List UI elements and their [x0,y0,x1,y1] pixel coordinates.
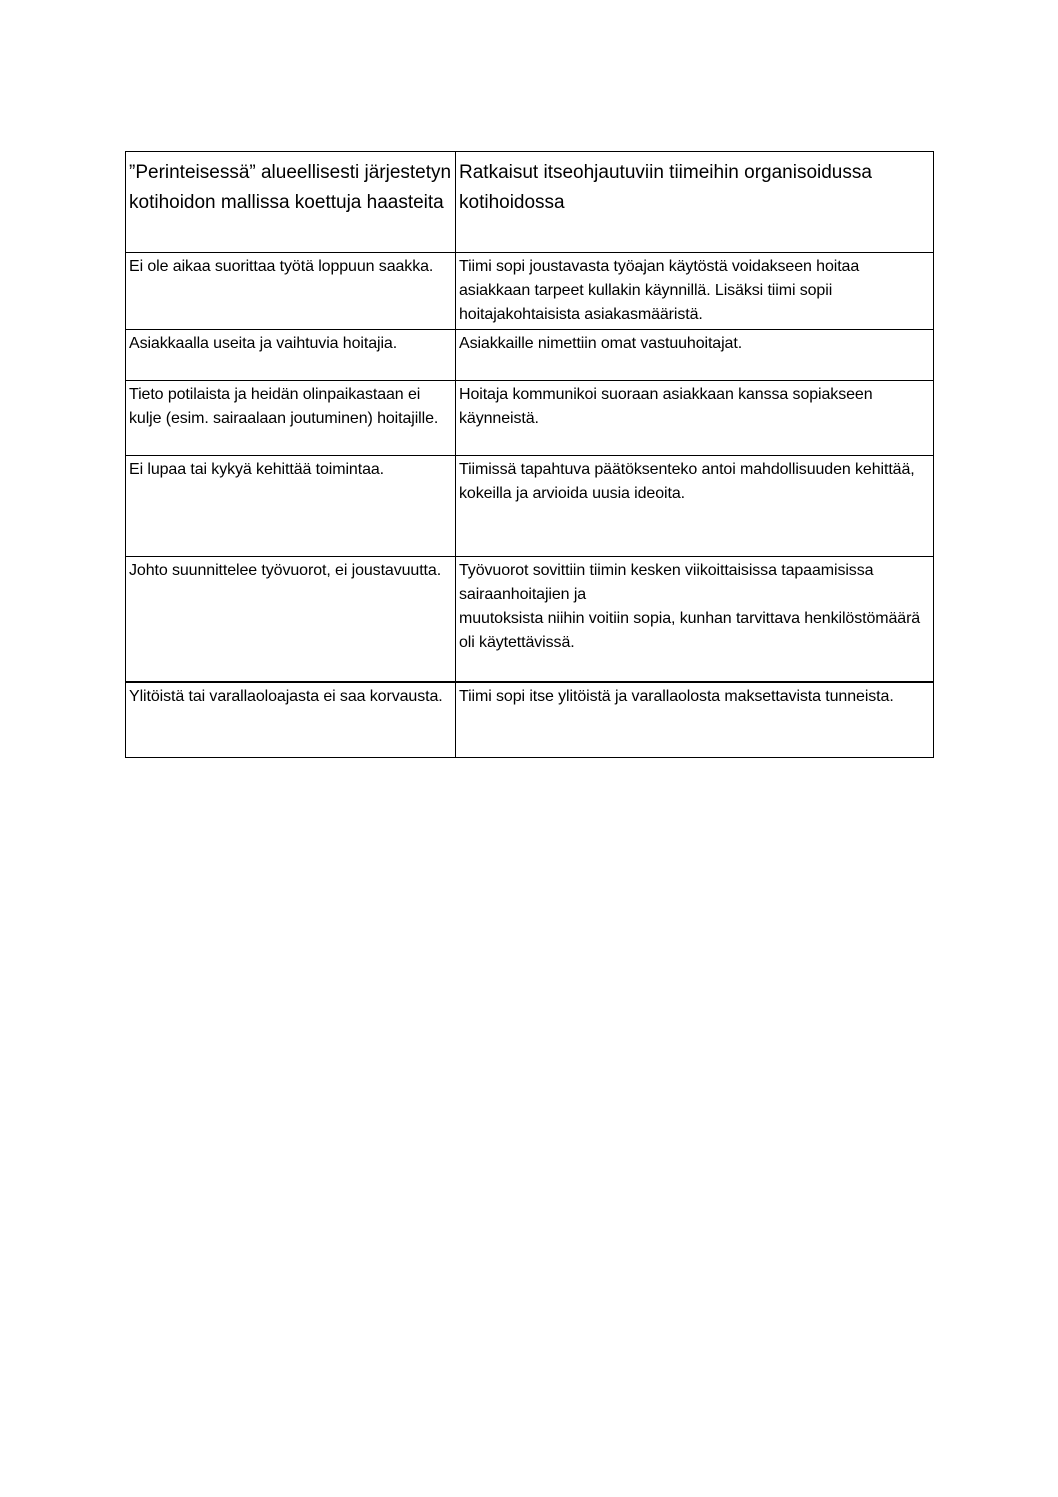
table-header-row [126,152,934,253]
table-row [126,381,934,456]
challenge-cell: Asiakkaalla useita ja vaihtuvia hoitajia. [126,330,456,381]
solution-cell: Hoitaja kommunikoi suoraan asiakkaan kanssa sopiakseen käynneistä. [456,381,934,456]
challenge-cell: Ei ole aikaa suorittaa työtä loppuun saakka. [126,253,456,330]
challenge-cell: Johto suunnittelee työvuorot, ei joustavuutta. [126,557,456,683]
solution-cell: Asiakkaille nimettiin omat vastuuhoitajat. [456,330,934,381]
solution-cell: Tiimi sopi itse ylitöistä ja varallaolosta maksettavista tunneista. [456,682,934,758]
header-solutions: Ratkaisut itseohjautuviin tiimeihin organisoidussa kotihoidossa [456,152,934,253]
table-row [126,682,934,758]
table-row [126,557,934,683]
solution-cell: Tiimissä tapahtuva päätöksenteko antoi mahdollisuuden kehittää, kokeilla ja arvioida uusia ideoita. [456,456,934,557]
comparison-table [125,151,934,758]
solution-cell: Työvuorot sovittiin tiimin kesken viikoittaisissa tapaamisissa sairaanhoitajien ja muutoksista niihin voitiin sopia, kunhan tarvittava henkilöstömäärä oli käytettävissä. [456,557,934,683]
challenge-cell: Tieto potilaista ja heidän olinpaikastaan ei kulje (esim. sairaalaan joutuminen) hoitajille. [126,381,456,456]
table-row [126,253,934,330]
table-row [126,456,934,557]
challenge-cell: Ei lupaa tai kykyä kehittää toimintaa. [126,456,456,557]
solution-cell: Tiimi sopi joustavasta työajan käytöstä voidakseen hoitaa asiakkaan tarpeet kullakin käynnillä. Lisäksi tiimi sopii hoitajakohtaisista asiakasmääristä. [456,253,934,330]
header-challenges: ”Perinteisessä” alueellisesti järjestetyn kotihoidon mallissa koettuja haasteita [126,152,456,253]
challenge-cell: Ylitöistä tai varallaoloajasta ei saa korvausta. [126,682,456,758]
table-row [126,330,934,381]
